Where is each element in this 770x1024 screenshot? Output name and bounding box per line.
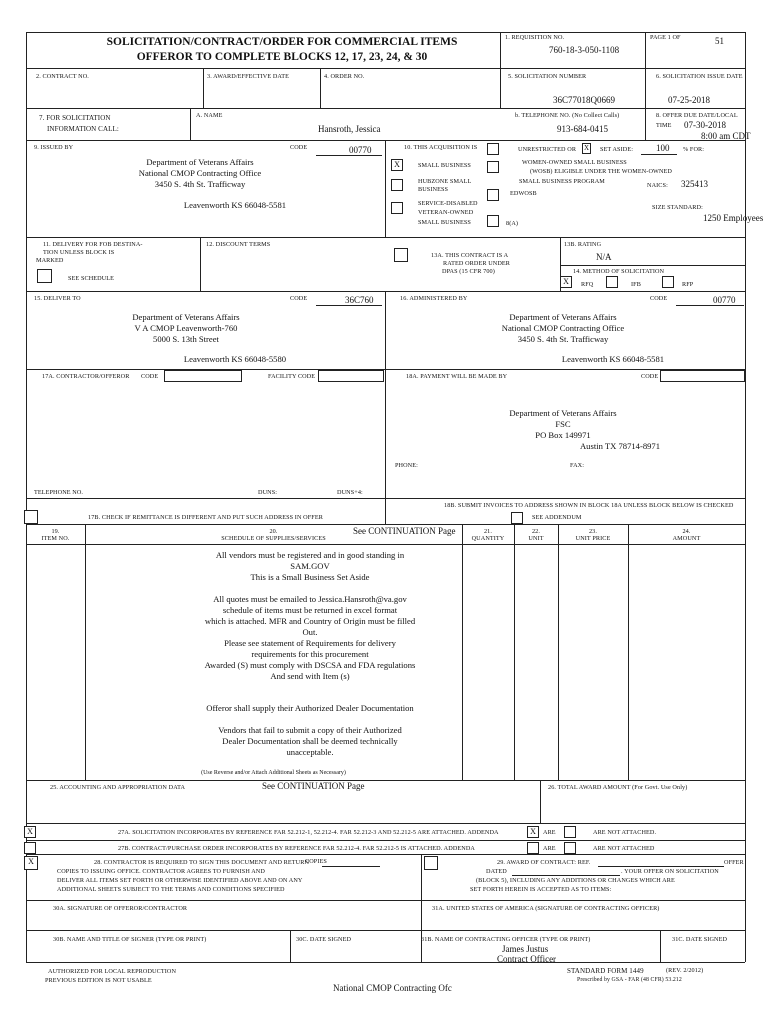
name-value: Hansroth, Jessica: [318, 124, 381, 134]
signature-co-label: 31A. UNITED STATES OF AMERICA (SIGNATURE OF CONTRACTING OFFICER): [432, 905, 660, 912]
issued-by-city: Leavenworth KS 66048-5581: [183, 200, 287, 210]
contractor-code-field[interactable]: [164, 370, 242, 382]
administered-by-line3: 3450 S. 4th St. Trafficway: [517, 334, 609, 344]
rfp-label: RFP: [682, 281, 694, 288]
requisition-value: 760-18-3-050-1108: [549, 45, 620, 55]
col24-num: 24.: [682, 528, 691, 535]
deliver-to-line2: V A CMOP Leavenworth-760: [134, 323, 238, 333]
clause-29-offer: OFFER: [724, 859, 744, 866]
schedule-b2-l8: And send with Item (s): [270, 671, 350, 681]
issue-date-value: 07-25-2018: [668, 95, 710, 105]
rated-label-3: DPAS (15 CFR 700): [442, 268, 495, 275]
edwosb-checkbox[interactable]: [487, 189, 499, 201]
col21-num: 21.: [483, 528, 493, 535]
col20-header: SCHEDULE OF SUPPLIES/SERVICES: [221, 535, 326, 542]
acquisition-label: 10. THIS ACQUISITION IS: [404, 144, 478, 151]
edwosb-label: EDWOSB: [510, 190, 537, 197]
administered-by-label: 16. ADMINISTERED BY: [400, 295, 468, 302]
size-standard-label: SIZE STANDARD:: [652, 204, 703, 211]
remittance-label: 17B. CHECK IF REMITTANCE IS DIFFERENT AND PUT SUCH ADDRESS IN OFFER: [88, 514, 323, 521]
time-label: TIME: [656, 122, 672, 129]
footer-office: National CMOP Contracting Ofc: [333, 983, 452, 993]
wosb-checkbox[interactable]: [487, 161, 499, 173]
page-total: 51: [715, 36, 724, 46]
deliver-to-line3: 5000 S. 13th Street: [153, 334, 219, 344]
requisition-label: 1. REQUISITION NO.: [505, 34, 565, 41]
deliver-to-label: 15. DELIVER TO: [34, 295, 81, 302]
footer-prescribed: Prescribed by GSA - FAR (48 CFR) 53.212: [577, 977, 682, 983]
solicitation-no-value: 36C77018Q0669: [553, 95, 616, 105]
form-title-line1: SOLICITATION/CONTRACT/ORDER FOR COMMERCIAL ITEMS: [106, 36, 458, 48]
administered-by-line1: Department of Veterans Affairs: [509, 312, 617, 322]
col19-header: ITEM NO.: [41, 535, 70, 542]
due-time: 8:00 am CDT: [701, 131, 751, 141]
clause-29-line3: (BLOCK 5), INCLUDING ANY ADDITIONS OR CHANGES WHICH ARE: [476, 877, 675, 884]
payment-line1: Department of Veterans Affairs: [509, 408, 617, 418]
payment-city: Austin TX 78714-8971: [579, 441, 661, 451]
clause-28-checkbox[interactable]: X: [24, 856, 38, 870]
duns-label: DUNS:: [258, 489, 278, 496]
footer-prev: PREVIOUS EDITION IS NOT USABLE: [45, 977, 152, 984]
schedule-b2-l3: which is attached. MFR and Country of Origin must be filled: [204, 616, 416, 626]
signer-name-label: 30B. NAME AND TITLE OF SIGNER (TYPE OR PRINT): [53, 936, 207, 943]
solicitation-no-label: 5. SOLICITATION NUMBER: [508, 73, 587, 80]
schedule-b1-l1: All vendors must be registered and in good standing in: [215, 550, 405, 560]
deliver-to-line1: Department of Veterans Affairs: [132, 312, 240, 322]
issued-by-code: 00770: [349, 145, 372, 155]
signer-date-label: 30C. DATE SIGNED: [296, 936, 352, 943]
clause-29-dated: DATED: [486, 868, 507, 875]
contract-no-label: 2. CONTRACT NO.: [36, 73, 89, 80]
page-label: PAGE 1 OF: [650, 34, 681, 41]
col21-header: QUANTITY: [471, 535, 505, 542]
schedule-b4-l1: Vendors that fail to submit a copy of their Authorized: [218, 725, 402, 735]
payment-line2: FSC: [555, 419, 571, 429]
hubzone-label-1: HUBZONE SMALL: [418, 178, 472, 185]
schedule-b1-l3: This is a Small Business Set Aside: [250, 572, 370, 582]
total-award-label: 26. TOTAL AWARD AMOUNT (For Govt. Use Only): [548, 784, 688, 791]
payment-phone-label: PHONE:: [395, 462, 418, 469]
issued-by-code-label: CODE: [290, 144, 308, 151]
co-name: James Justus: [502, 944, 549, 954]
frame-bottom: [26, 962, 745, 963]
unrestricted-checkbox[interactable]: X: [583, 144, 590, 152]
clause-27b-label: 27B. CONTRACT/PURCHASE ORDER INCORPORATES BY REFERENCE FAR 52.212-4. FAR 52.212-5 IS ATTACHED. ADDENDA: [118, 845, 475, 852]
addendum-checkbox[interactable]: [511, 512, 523, 524]
footer-rev: (REV. 2/2012): [666, 967, 704, 974]
rating-label: 13B. RATING: [564, 241, 602, 248]
clause-27b-checkbox[interactable]: [24, 842, 36, 854]
col22-num: 22.: [531, 528, 541, 535]
ifb-checkbox[interactable]: [606, 276, 618, 288]
phone-value: 913-684-0415: [557, 124, 608, 134]
frame-right: [745, 32, 746, 962]
schedule-b2-l6: requirements for this procurement: [251, 649, 369, 659]
col22-header: UNIT: [528, 535, 544, 542]
due-date: 07-30-2018: [684, 120, 726, 130]
hubzone-label-2: BUSINESS: [418, 186, 449, 193]
phone-label: b. TELEPHONE NO. (No Collect Calls): [515, 112, 620, 119]
payment-code-label: CODE: [641, 373, 659, 380]
see-schedule-checkbox[interactable]: [37, 269, 52, 283]
facility-code-field[interactable]: [318, 370, 384, 382]
method-label: 14. METHOD OF SOLICITATION: [573, 268, 665, 275]
unrestricted-label: UNRESTRICTED OR: [518, 146, 577, 153]
rated-label-2: RATED ORDER UNDER: [443, 260, 511, 267]
reverse-note: (Use Reverse and/or Attach Additional Sheets as Necessary): [201, 770, 346, 776]
co-date-label: 31C. DATE SIGNED: [672, 936, 728, 943]
clause-29-line4: SET FORTH HEREIN IS ACCEPTED AS TO ITEMS:: [470, 886, 612, 893]
clause-29-line2: . YOUR OFFER ON SOLICITATION: [621, 868, 719, 875]
set-aside-label: SET ASIDE:: [600, 146, 634, 153]
see-schedule-label: SEE SCHEDULE: [68, 275, 115, 282]
co-title: Contract Officer: [497, 954, 557, 964]
clause-27a-arenot: ARE NOT ATTACHED.: [593, 829, 657, 836]
clause-27b-arenot-checkbox[interactable]: [564, 842, 576, 854]
frame-top: [26, 32, 745, 33]
issued-by-label: 9. ISSUED BY: [34, 144, 74, 151]
fob-label-2: TION UNLESS BLOCK IS: [43, 249, 115, 256]
payment-line3: PO Box 149971: [535, 430, 591, 440]
schedule-b3-l1: Offeror shall supply their Authorized Dealer Documentation: [206, 703, 414, 713]
administered-by-city: Leavenworth KS 66048-5581: [561, 354, 665, 364]
accounting-label: 25. ACCOUNTING AND APPROPRIATION DATA: [50, 784, 186, 791]
rfq-checkbox[interactable]: X: [560, 276, 572, 288]
clause-27b-are: ARE: [543, 845, 556, 852]
payment-label: 18A. PAYMENT WILL BE MADE BY: [406, 373, 508, 380]
naics-label: NAICS:: [647, 182, 668, 189]
clause-27b-are-checkbox[interactable]: [527, 842, 539, 854]
schedule-b1-l2: SAM.GOV: [290, 561, 330, 571]
wosb-label-2: (WOSB) ELIGIBLE UNDER THE WOMEN-OWNED: [530, 168, 672, 175]
order-no-label: 4. ORDER NO.: [324, 73, 365, 80]
sdvosb-label-3: SMALL BUSINESS: [418, 219, 471, 226]
clause-28-line2: COPIES TO ISSUING OFFICE. CONTRACTOR AGREES TO FURNISH AND: [57, 868, 265, 875]
rfp-checkbox[interactable]: [662, 276, 674, 288]
hubzone-checkbox[interactable]: [391, 179, 403, 191]
addendum-label: SEE ADDENDUM: [532, 514, 582, 521]
deliver-to-code: 36C760: [345, 295, 374, 305]
rating-value: N/A: [596, 252, 612, 262]
award-date-label: 3. AWARD/EFFECTIVE DATE: [207, 73, 290, 80]
clause-28-line3: DELIVER ALL ITEMS SET FORTH OR OTHERWISE IDENTIFIED ABOVE AND ON ANY: [57, 877, 303, 884]
clause-27a-are-checkbox[interactable]: X: [527, 826, 539, 838]
pct-for-label: % FOR:: [683, 146, 705, 153]
payment-fax-label: FAX:: [570, 462, 585, 469]
schedule-b2-l2: schedule of items must be returned in excel format: [222, 605, 398, 615]
discount-terms-label: 12. DISCOUNT TERMS: [206, 241, 271, 248]
eight-a-checkbox[interactable]: [487, 215, 499, 227]
col19-num: 19.: [51, 528, 60, 535]
sdvosb-label-1: SERVICE-DISABLED: [418, 200, 478, 207]
schedule-b4-l2: Dealer Documentation shall be deemed technically: [222, 736, 398, 746]
clause-27a-arenot-checkbox[interactable]: [564, 826, 576, 838]
administered-by-code: 00770: [713, 295, 736, 305]
telephone-label: TELEPHONE NO.: [34, 489, 84, 496]
clause-27a-checkbox[interactable]: X: [24, 826, 36, 838]
set-aside-pct: 100: [656, 143, 670, 153]
deliver-to-city: Leavenworth KS 66048-5580: [183, 354, 287, 364]
payment-code-field[interactable]: [660, 370, 745, 382]
accounting-value: See CONTINUATION Page: [262, 781, 365, 791]
facility-code-label: FACILITY CODE: [268, 373, 316, 380]
clause-27b-arenot: ARE NOT ATTACHED: [593, 845, 655, 852]
wosb-label-3: SMALL BUSINESS PROGRAM: [519, 178, 605, 185]
duns4-label: DUNS+4:: [337, 489, 363, 496]
schedule-b4-l3: unacceptable.: [286, 747, 334, 757]
clause-29-checkbox[interactable]: [424, 856, 438, 870]
issued-by-line1: Department of Veterans Affairs: [146, 157, 254, 167]
footer-auth: AUTHORIZED FOR LOCAL REPRODUCTION: [48, 968, 177, 975]
clause-27a-are: ARE: [543, 829, 556, 836]
fob-label-3: MARKED: [36, 257, 64, 264]
name-label: A. NAME: [196, 112, 223, 119]
eight-a-label: 8(A): [506, 220, 519, 227]
size-standard-value: 1250 Employees: [703, 213, 764, 223]
issued-by-line2: National CMOP Contracting Office: [138, 168, 262, 178]
issue-date-label: 6. SOLICITATION ISSUE DATE: [656, 73, 743, 80]
schedule-b2-l7: Awarded (S) must comply with DSCSA and FDA regulations: [204, 660, 416, 670]
form-title-line2: OFFEROR TO COMPLETE BLOCKS 12, 17, 23, 24, & 30: [136, 51, 428, 63]
rfq-label: RFQ: [581, 281, 594, 288]
schedule-b2-l4: Out.: [302, 627, 318, 637]
fob-label-1: 11. DELIVERY FOR FOB DESTINA-: [43, 241, 143, 248]
footer-form: STANDARD FORM 1449: [567, 967, 644, 975]
deliver-to-code-label: CODE: [290, 295, 308, 302]
sdvosb-label-2: VETERAN-OWNED: [418, 209, 474, 216]
signature-offeror-label: 30A. SIGNATURE OF OFFEROR/CONTRACTOR: [53, 905, 188, 912]
clause-29-line1: 29. AWARD OF CONTRACT: REF.: [497, 859, 591, 866]
clause-28-copies: COPIES: [305, 858, 327, 865]
remittance-checkbox[interactable]: [24, 510, 38, 524]
schedule-b2-l1: All quotes must be emailed to Jessica.Hansroth@va.gov: [213, 594, 407, 604]
submit-invoices-label: 18B. SUBMIT INVOICES TO ADDRESS SHOWN IN BLOCK 18A UNLESS BLOCK BELOW IS CHECKED: [444, 502, 734, 509]
col23-header: UNIT PRICE: [575, 535, 611, 542]
clause-27a-label: 27A. SOLICITATION INCORPORATES BY REFERENCE FAR 52.212-1, 52.212-4. FAR 52.212-3 AND 52.212-5 ARE ATTACHED. ADDENDA: [118, 829, 499, 836]
col24-header: AMOUNT: [672, 535, 701, 542]
clause-28-line4: ADDITIONAL SHEETS SUBJECT TO THE TERMS AND CONDITIONS SPECIFIED: [57, 886, 285, 893]
small-business-label: SMALL BUSINESS: [418, 162, 471, 169]
sdvosb-checkbox[interactable]: [391, 202, 403, 214]
info-call-label-2: INFORMATION CALL:: [47, 125, 119, 133]
administered-by-code-label: CODE: [650, 295, 668, 302]
col23-num: 23.: [588, 528, 598, 535]
co-name-label: 31B. NAME OF CONTRACTING OFFICER (TYPE OR PRINT): [421, 936, 591, 943]
wosb-label-1: WOMEN-OWNED SMALL BUSINESS: [522, 159, 627, 166]
ifb-label: IFB: [631, 281, 641, 288]
info-call-label-1: 7. FOR SOLICITATION: [39, 114, 111, 122]
contractor-code-label: CODE: [141, 373, 159, 380]
due-label: 8. OFFER DUE DATE/LOCAL: [656, 112, 738, 119]
col20-num: 20.: [269, 528, 278, 535]
issued-by-line3: 3450 S. 4th St. Trafficway: [154, 179, 246, 189]
rated-order-checkbox[interactable]: [394, 248, 408, 262]
rated-label-1: 13A. THIS CONTRACT IS A: [431, 252, 509, 259]
naics-value: 325413: [681, 179, 708, 189]
contractor-label: 17A. CONTRACTOR/OFFEROR: [42, 373, 130, 380]
acquisition-checkbox[interactable]: [487, 143, 499, 155]
clause-28-line1: 28. CONTRACTOR IS REQUIRED TO SIGN THIS DOCUMENT AND RETURN: [94, 859, 310, 866]
schedule-b2-l5: Please see statement of Requirements for delivery: [224, 638, 396, 648]
schedule-continuation: See CONTINUATION Page: [353, 526, 456, 536]
administered-by-line2: National CMOP Contracting Office: [501, 323, 625, 333]
small-business-checkbox[interactable]: X: [391, 159, 403, 171]
